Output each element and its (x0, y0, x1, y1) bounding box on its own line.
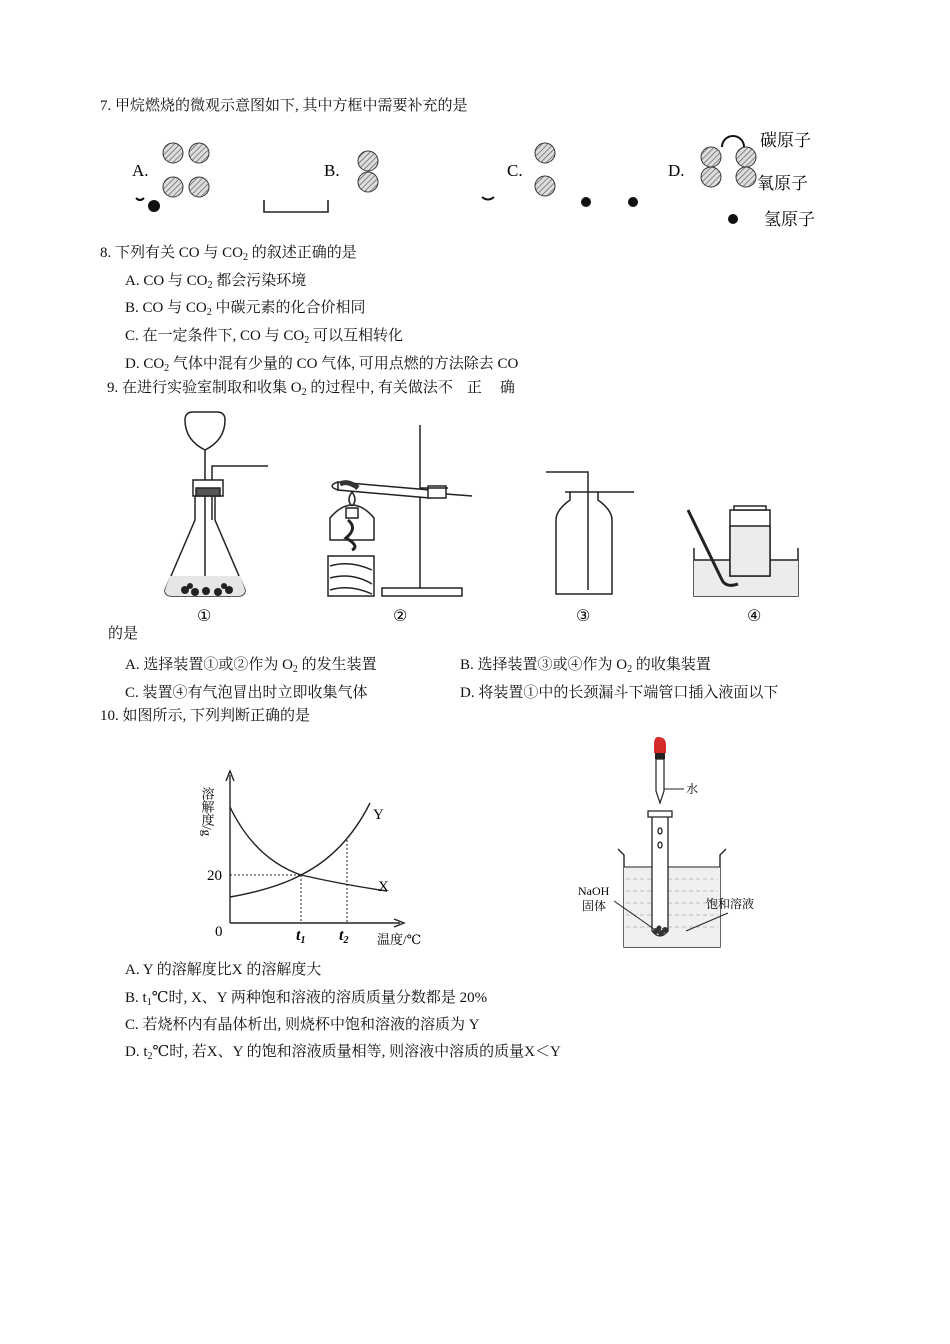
q7-option-d-label: D. (668, 161, 685, 180)
q7-option-a-label: A. (132, 161, 149, 180)
curve-x (230, 807, 387, 891)
q9-option-b: B. 选择装置③或④作为 $O_2$ 的收集装置 (460, 657, 711, 675)
apparatus-1-label: ① (197, 608, 212, 625)
beaker-figure (578, 735, 788, 950)
apparatus-3-gas-bottle (546, 472, 634, 594)
saturated-solution-label: 饱和溶液 (706, 897, 755, 911)
q7-option-b-molecule (358, 151, 378, 192)
q8-option-c: C. 在一定条件下, CO 与 $CO_2$ 可以互相转化 (125, 328, 403, 346)
q10-option-d: D. $t_2℃$时, 若X、Y 的饱和溶液质量相等, 则溶液中溶质的质量X＜Y (125, 1044, 561, 1062)
legend-oxygen-label: 氧原子 (757, 174, 808, 193)
apparatus-2-label: ② (393, 608, 408, 625)
q9-option-d: D. 将装置①中的长颈漏斗下端管口插入液面以下 (460, 685, 779, 701)
apparatus-4-water-trough (688, 506, 798, 596)
curve-x-label: X (378, 879, 389, 895)
apparatus-4-label: ④ (747, 608, 762, 625)
curve-y (230, 803, 370, 897)
q8-option-a: A. CO 与 $CO_2$ 都会污染环境 (125, 273, 307, 291)
q9-emphasis-1: 正 (466, 380, 482, 396)
q7-partial-atom (148, 200, 160, 212)
q7-option-b-label: B. (324, 161, 340, 180)
q8-option-b: B. CO 与 $CO_2$ 中碳元素的化合价相同 (125, 300, 366, 318)
solubility-chart (195, 765, 455, 955)
q7-figure (0, 120, 950, 260)
q9-stem: 9. 在进行实验室制取和收集 $O_2$ 的过程中, 有关做法不 正 确 (107, 380, 515, 398)
dropper-icon (654, 737, 666, 803)
q10-stem: 10. 如图所示, 下列判断正确的是 (100, 708, 311, 724)
carbon-atom-legend-icon (722, 136, 744, 147)
hydrogen-atom-legend-icon (728, 214, 738, 224)
test-tube (648, 811, 672, 936)
q7-option-a-molecules (163, 143, 209, 197)
q7-stem: 7. 甲烷燃烧的微观示意图如下, 其中方框中需要补充的是 (100, 98, 468, 114)
apparatus-2-heating-setup (328, 425, 472, 596)
q9-option-c: C. 装置④有气泡冒出时立即收集气体 (125, 685, 368, 701)
legend-carbon-label: 碳原子 (760, 131, 811, 150)
q10-option-a: A. Y 的溶解度比X 的溶解度大 (125, 962, 322, 978)
q8-option-d: D. $CO_2$ 气体中混有少量的 CO 气体, 可用点燃的方法除去 CO (125, 356, 519, 374)
x-tick-t1: t1 (296, 927, 306, 946)
q7-option-c-molecule (535, 143, 555, 196)
x-tick-t2: t2 (339, 927, 349, 946)
q7-partial-atom (482, 197, 494, 200)
q9-option-a: A. 选择装置①或②作为 $O_2$ 的发生装置 (125, 657, 377, 675)
origin-label: 0 (215, 924, 223, 940)
curve-y-label: Y (373, 807, 384, 823)
x-axis-label: 温度/℃ (377, 932, 422, 947)
apparatus-3-label: ③ (576, 608, 591, 625)
q7-hydrogen-dot (628, 197, 638, 207)
q9-emphasis-2: 确 (499, 380, 515, 396)
q7-answer-box (264, 200, 328, 212)
q9-stem-tail: 的是 (108, 626, 139, 642)
q10-option-b: B. $t_1℃$时, X、Y 两种饱和溶液的溶质质量分数都是 20% (125, 990, 488, 1008)
q7-option-c-label: C. (507, 161, 523, 180)
water-label: 水 (686, 782, 699, 796)
q7-hydrogen-dot (581, 197, 591, 207)
naoh-label-line1: NaOH (578, 884, 610, 898)
naoh-label-line2: 固体 (582, 899, 607, 913)
q8-stem: 8. 下列有关 CO 与 $CO_2$ 的叙述正确的是 (100, 245, 357, 263)
apparatus-1-conical-flask (165, 412, 268, 596)
q7-option-d-molecules (701, 147, 756, 187)
legend-hydrogen-label: 氢原子 (764, 210, 815, 229)
q10-option-c: C. 若烧杯内有晶体析出, 则烧杯中饱和溶液的溶质为 Y (125, 1017, 480, 1033)
q7-partial-atom (136, 198, 144, 200)
y-axis-label: 溶解度/g (199, 787, 215, 837)
q9-apparatus-figure (0, 400, 950, 630)
y-tick-20: 20 (207, 868, 222, 884)
